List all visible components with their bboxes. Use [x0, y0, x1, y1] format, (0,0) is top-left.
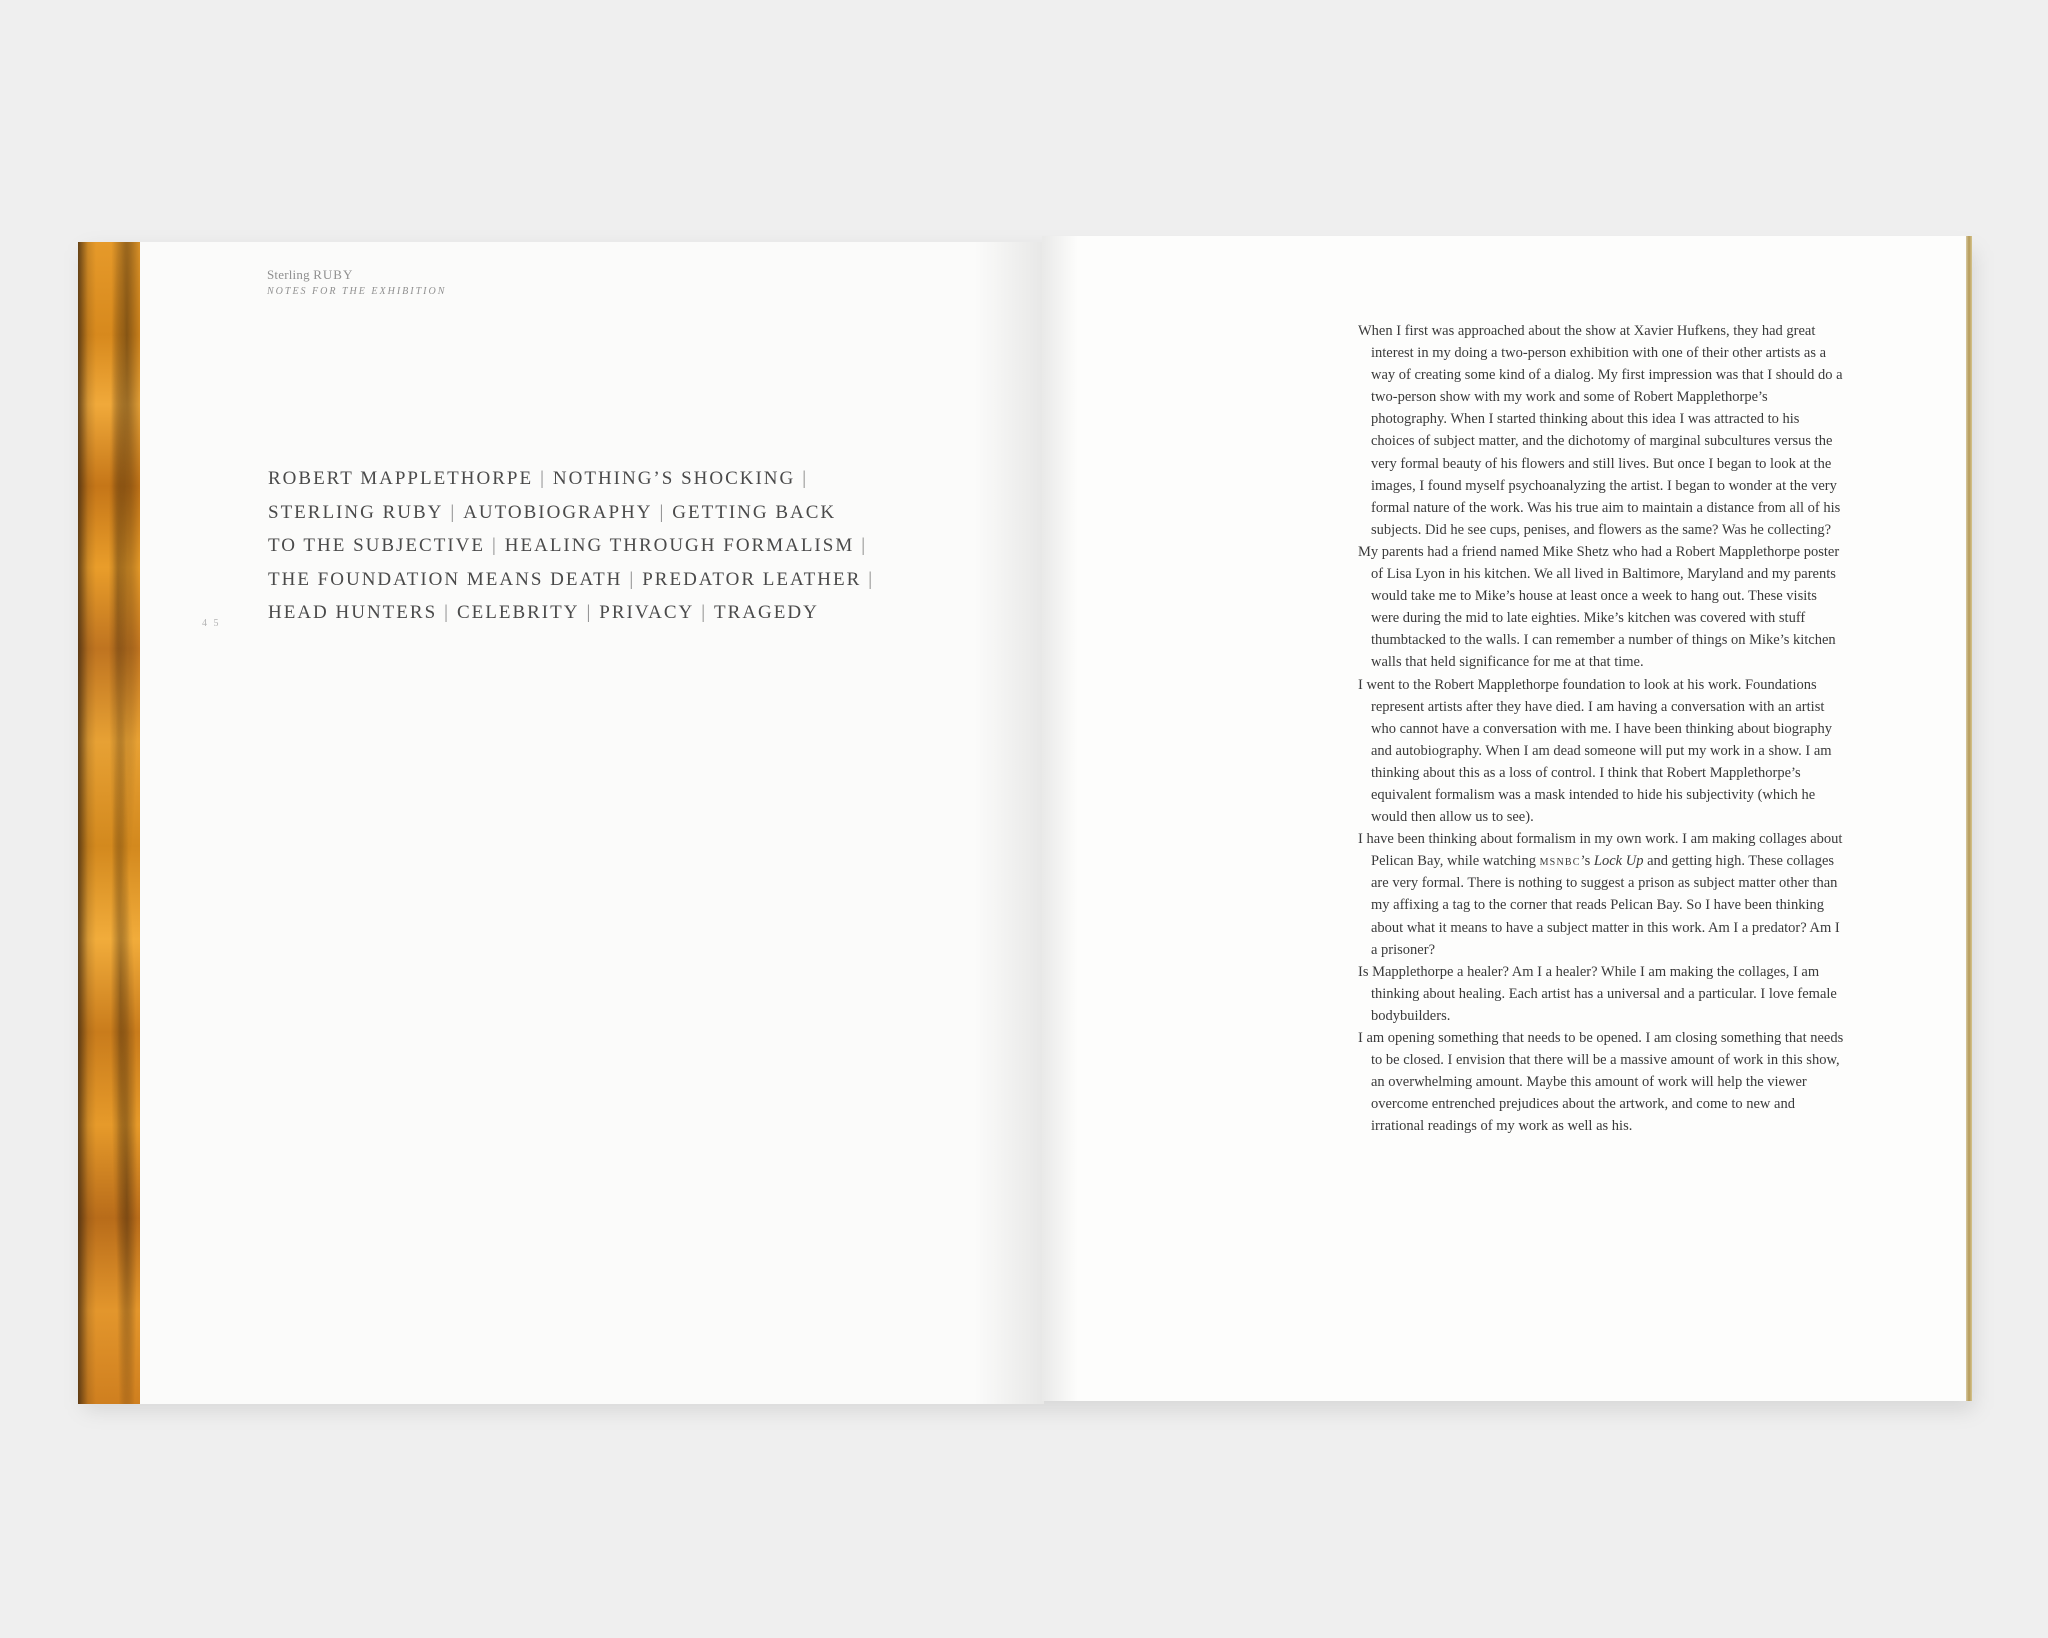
- title-line: [268, 596, 908, 630]
- running-head-section: NOTES FOR THE EXHIBITION: [267, 286, 447, 297]
- network-name: msnbc: [1539, 853, 1581, 870]
- title-phrase: NOTHING’S SHOCKING: [552, 468, 796, 489]
- essay-paragraph: Is Mapplethorpe a healer? Am I a healer? While I am making the collages, I am thinking about healing. Each artist has a universal and a particular. I love female bodybuilders.: [1358, 963, 1837, 1024]
- show-title: Lock Up: [1593, 853, 1644, 870]
- title-phrase: TO THE SUBJECTIVE: [268, 535, 485, 556]
- title-separator: |: [802, 468, 809, 489]
- title-separator: |: [629, 568, 636, 590]
- title-phrase: THE FOUNDATION MEANS DEATH: [268, 568, 623, 590]
- author-first-name: Sterling: [267, 267, 310, 282]
- orange-foil-spine-strip: [78, 242, 140, 1404]
- title-phrase: AUTOBIOGRAPHY: [463, 501, 653, 523]
- title-separator: |: [659, 501, 666, 523]
- title-separator: |: [540, 468, 546, 489]
- essay-body: [1358, 320, 1846, 1137]
- title-separator: |: [586, 602, 593, 623]
- title-line: [268, 563, 908, 597]
- title-phrase: PRIVACY: [599, 602, 695, 623]
- author-last-name: RUBY: [313, 267, 354, 282]
- title-separator: |: [868, 568, 875, 590]
- paragraph-text: ’s: [1580, 853, 1594, 870]
- title-phrase: HEALING THROUGH FORMALISM: [504, 535, 855, 556]
- gilt-page-edge: [1966, 236, 1972, 1401]
- title-line: [268, 529, 908, 563]
- essay-paragraph: I went to the Robert Mapplethorpe foundation to look at his work. Foundations represent artists after they have died. I am having a conversation with an artist who cannot have a conversation with me. I have been thinking about biography and autobiography. When I am dead someone will put my work in a show. I am thinking about this as a loss of control. I think that Robert Mapplethorpe’s equivalent formalism was a mask intended to hide his subjectivity (which he would then allow us to see).: [1358, 676, 1833, 826]
- title-phrase: TRAGEDY: [714, 602, 819, 623]
- essay-paragraph: When I first was approached about the show at Xavier Hufkens, they had great interest in my doing a two-person exhibition with one of their other artists as a way of creating some kind of a dialog. My first impression was that I should do a two-person show with my work and some of Robert Mapplethorpe’s photography. When I started thinking about this idea I was attracted to his choices of subject matter, and the dichotomy of marginal subcultures versus the very formal beauty of his flowers and still lives. But once I began to look at the images, I found myself psychoanalyzing the artist. I began to wonder at the very formal nature of the work. Was his true aim to maintain a distance from all of his subjects. Did he see cups, penises, and flowers as the same? Was he collecting?: [1358, 323, 1843, 538]
- title-phrase: STERLING RUBY: [268, 501, 444, 523]
- essay-paragraph: My parents had a friend named Mike Shetz who had a Robert Mapplethorpe poster of Lisa Lyon in his kitchen. We all lived in Baltimore, Maryland and my parents would take me to Mike’s house at least once a week to hang out. These visits were during the mid to late eighties. Mike’s kitchen was covered with stuff thumbtacked to the walls. I can remember a number of things on Mike’s kitchen walls that held significance for me at that time.: [1358, 543, 1840, 671]
- essay-paragraph: I am opening something that needs to be opened. I am closing something that needs to be closed. I envision that there will be a massive amount of work in this show, an overwhelming amount. Maybe this amount of work will help the viewer overcome entrenched prejudices about the artwork, and come to new and irrational readings of my work as well as his.: [1358, 1030, 1844, 1135]
- paragraph-text: and getting high. These collages are very formal. There is nothing to suggest a prison as subject matter other than my affixing a tag to the corner that reads Pelican Bay. So I have been thinking about what it means to have a subject matter in this work. Am I a predator? Am I a prisoner?: [1371, 853, 1840, 958]
- title-phrase: CELEBRITY: [456, 602, 580, 623]
- title-line: [268, 496, 908, 530]
- title-separator: |: [491, 535, 498, 556]
- title-line: [268, 462, 908, 496]
- title-separator: |: [861, 535, 868, 556]
- title-separator: |: [450, 501, 457, 523]
- keyword-title-block: [268, 462, 908, 630]
- page-number: 4 5: [202, 618, 221, 629]
- running-head-author: [267, 266, 446, 284]
- running-head: [267, 266, 446, 300]
- left-page: [78, 242, 1044, 1404]
- title-phrase: PREDATOR LEATHER: [642, 568, 862, 590]
- title-phrase: ROBERT MAPPLETHORPE: [268, 468, 534, 489]
- title-separator: |: [444, 602, 450, 623]
- title-phrase: HEAD HUNTERS: [268, 602, 438, 623]
- title-phrase: GETTING BACK: [672, 501, 837, 523]
- title-separator: |: [701, 602, 708, 623]
- essay-paragraph: [1358, 828, 1846, 961]
- paragraph-text: I have been thinking about formalism in my own work. I am making collages about Pelican Bay, while watching: [1358, 831, 1843, 870]
